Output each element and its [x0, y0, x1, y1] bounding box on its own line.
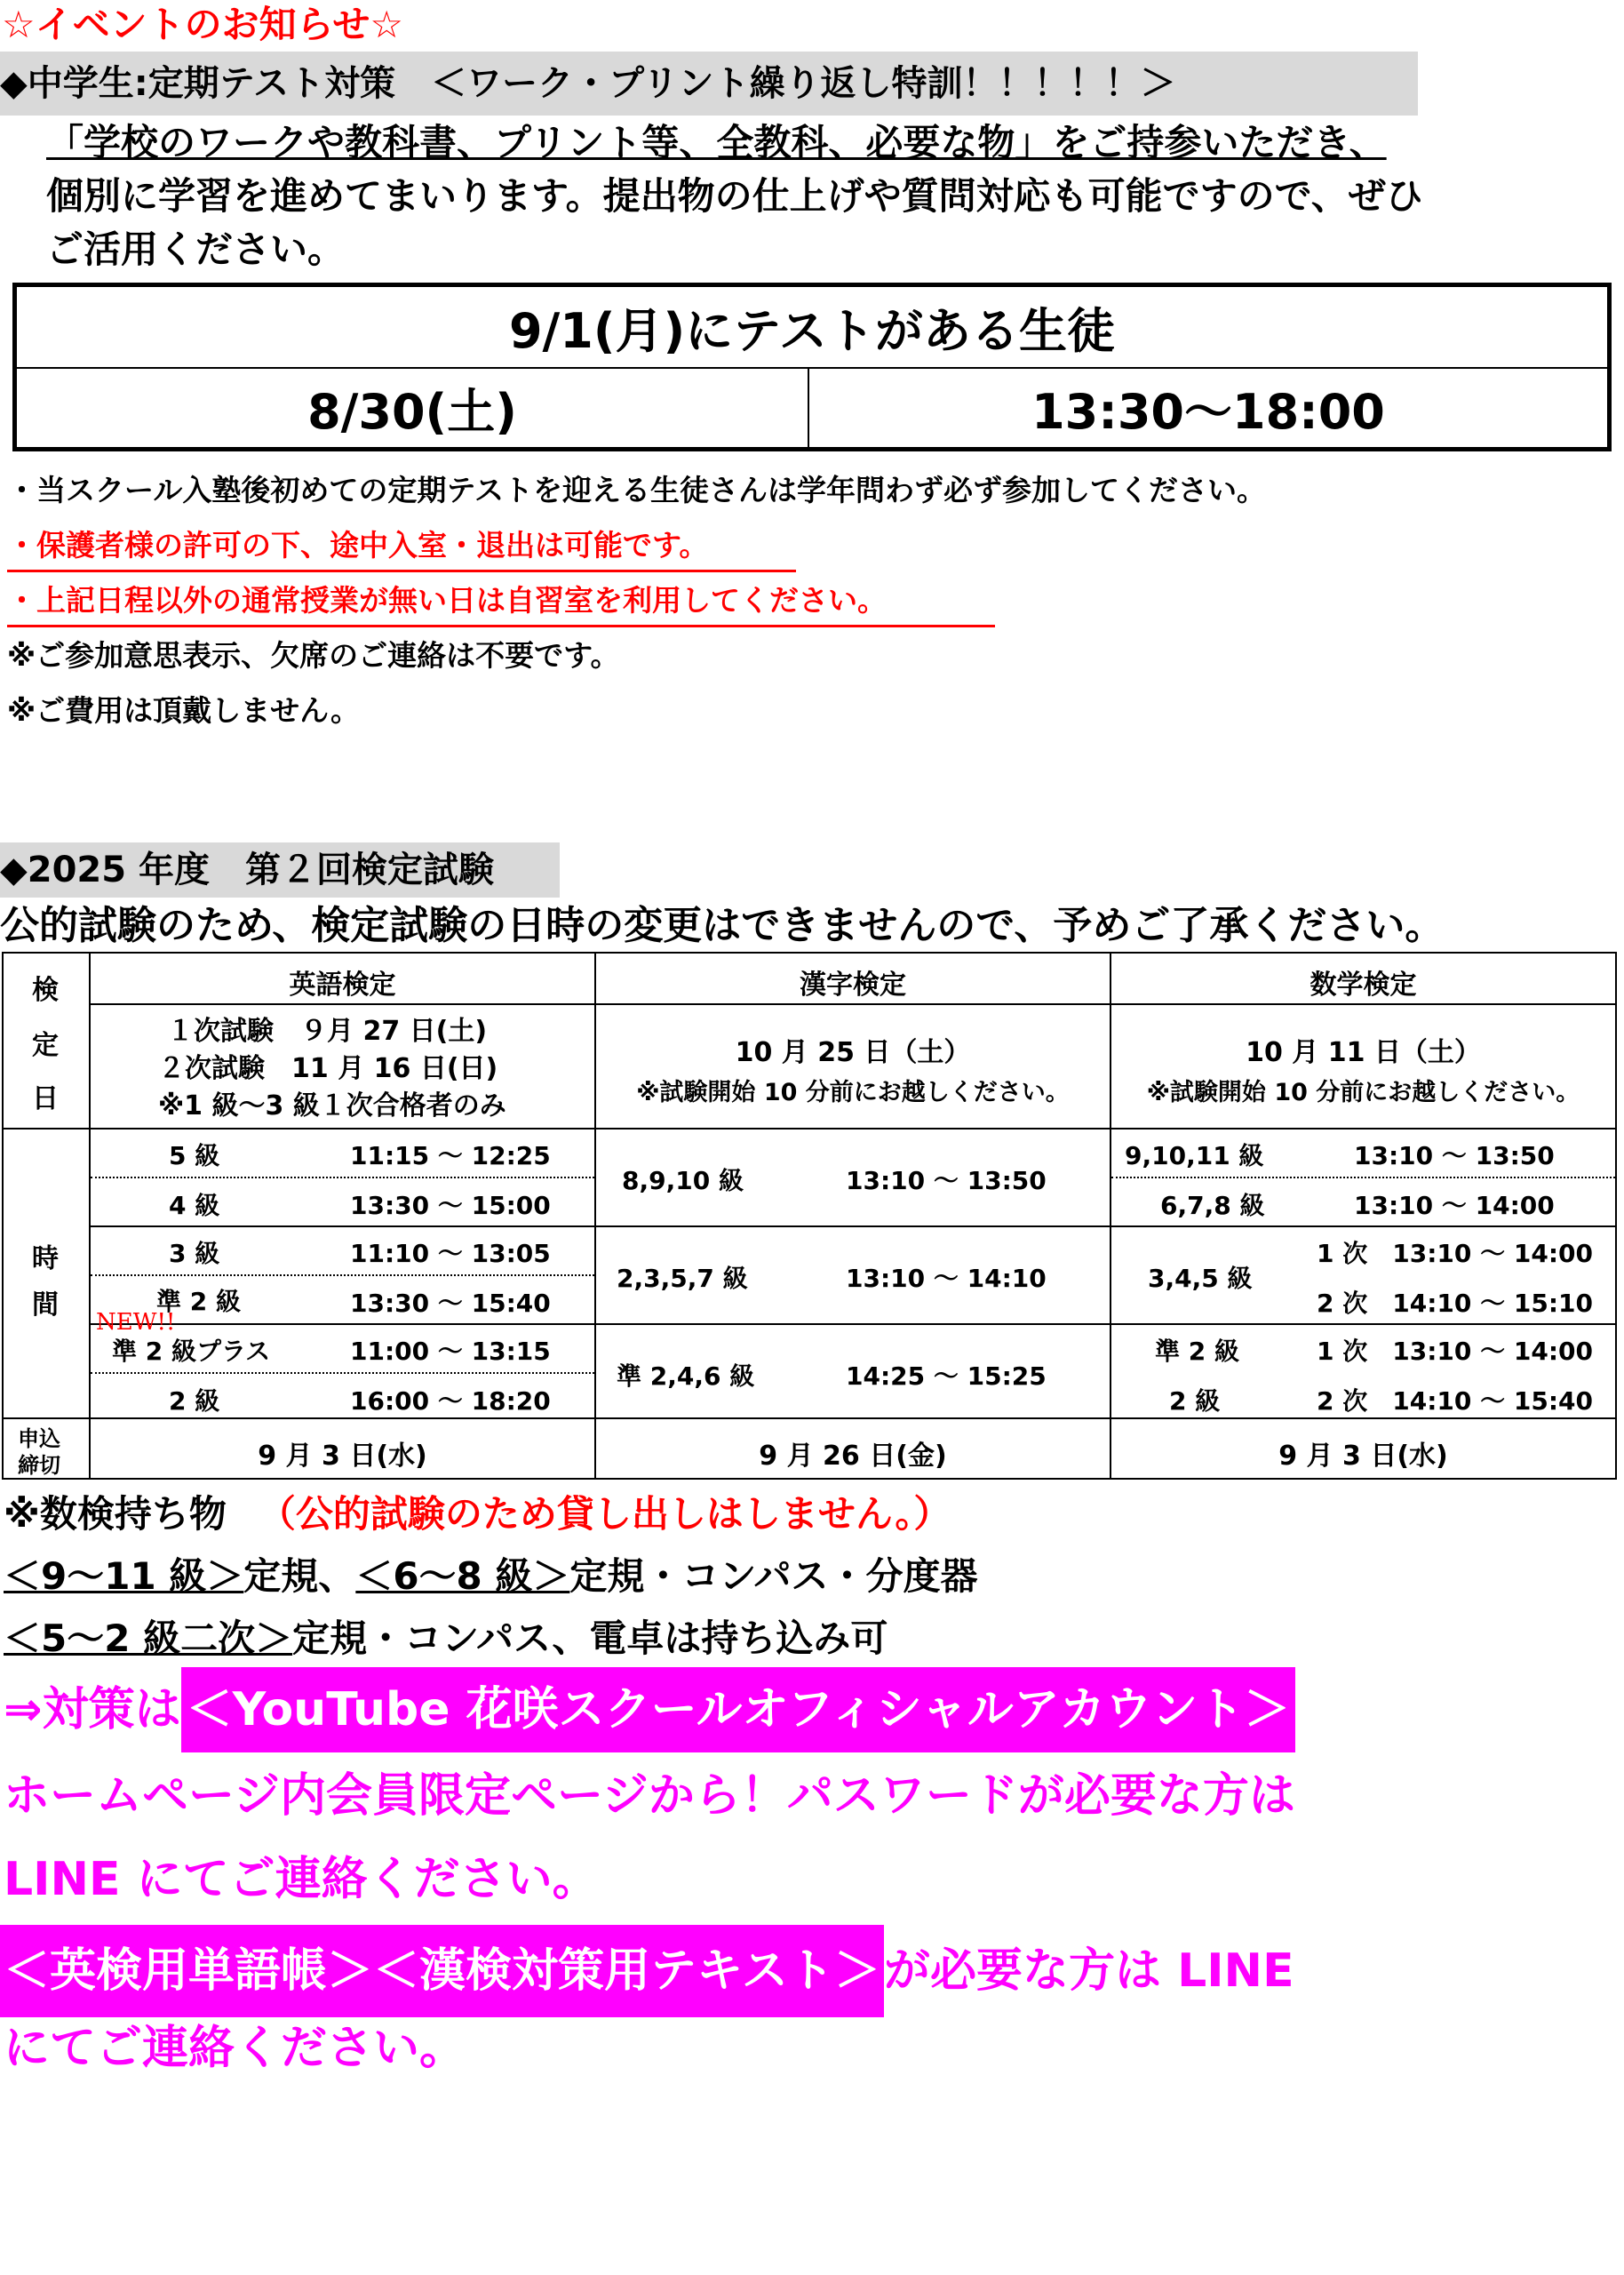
suken-time-row1: 13:10 〜 13:50 [1354, 1141, 1555, 1170]
kanken-grade-row3: 準 2,4,6 級 [617, 1361, 755, 1391]
eiken-grade-pre2plus: 準 2 級プラス [112, 1337, 271, 1366]
col-header-eiken: 英語検定 [289, 970, 396, 1001]
row-label-date-3: 日 [32, 1083, 59, 1114]
eiken-date-2: ２次試験 11 月 16 日(日) [158, 1053, 498, 1084]
note-3: ・上記日程以外の通常授業が無い日は自習室を利用してください。 [7, 578, 995, 627]
eiken-grade-5: 5 級 [169, 1141, 220, 1170]
kanken-grade-row2: 2,3,5,7 級 [617, 1264, 748, 1293]
suken-grade-row4b: 2 級 [1169, 1386, 1221, 1416]
eiken-grade-2: 2 級 [169, 1386, 220, 1416]
kanken-grade-row1: 8,9,10 級 [622, 1166, 744, 1195]
suken-items-title: ※数検持ち物 [4, 1492, 227, 1536]
kanken-time-row1: 13:10 〜 13:50 [846, 1166, 1047, 1195]
items-grade-6-8-desc: 定規・コンパス・分度器 [569, 1554, 978, 1598]
promo-line-3: LINE にてご連絡ください。 [4, 1853, 599, 1906]
eiken-time-3: 11:10 〜 13:05 [350, 1239, 551, 1268]
note-4: ※ご参加意思表示、欠席のご連絡は不要です。 [7, 638, 620, 673]
items-grade-5-2-desc: 定規・コンパス、電卓は持ち込み可 [292, 1616, 888, 1660]
test-box-header: 9/1(月)にテストがある生徒 [17, 287, 1607, 369]
event-title: ☆イベントのお知らせ☆ [2, 3, 404, 46]
suken-time-row4-2: 2 次 14:10 〜 15:40 [1317, 1386, 1593, 1416]
note-1: ・当スクール入塾後初めての定期テストを迎える生徒さんは学年問わず必ず参加してください。 [7, 473, 1267, 507]
deadline-eiken: 9 月 3 日(水) [258, 1441, 427, 1472]
suken-time-row3-2: 2 次 14:10 〜 15:10 [1317, 1289, 1593, 1318]
items-grade-5-2: ＜5〜2 級二次＞ [4, 1616, 293, 1660]
suken-grade-row3: 3,4,5 級 [1148, 1264, 1253, 1293]
intro-line-3: ご活用ください。 [46, 228, 346, 271]
eiken-grade-4: 4 級 [169, 1191, 220, 1220]
row-label-date-2: 定 [32, 1030, 59, 1061]
eiken-date-1: １次試験 ９月 27 日(土) [167, 1016, 488, 1047]
deadline-kanken: 9 月 26 日(金) [759, 1441, 947, 1472]
suken-time-row4-1: 1 次 13:10 〜 14:00 [1317, 1337, 1593, 1366]
col-header-suken: 数学検定 [1310, 970, 1417, 1001]
eiken-time-pre2: 13:30 〜 15:40 [350, 1289, 551, 1318]
col-header-kanken: 漢字検定 [800, 970, 906, 1001]
row-label-time-2: 間 [32, 1289, 59, 1321]
note-2: ・保護者様の許可の下、途中入室・退出は可能です。 [7, 523, 796, 572]
section1-heading: ◆中学生:定期テスト対策 ＜ワーク・プリント繰り返し特訓！！！！！＞ [0, 52, 1418, 116]
kanken-time-row3: 14:25 〜 15:25 [846, 1361, 1047, 1391]
items-grade-9-11: ＜9〜11 級＞ [4, 1554, 244, 1598]
test-schedule-box [12, 283, 1612, 451]
eiken-grade-3: 3 級 [169, 1239, 220, 1268]
intro-line-2: 個別に学習を進めてまいります。提出物の仕上げや質問対応も可能ですので、ぜひ [46, 174, 1423, 218]
suken-grade-row1: 9,10,11 級 [1125, 1141, 1264, 1170]
promo-youtube-highlight: ＜YouTube 花咲スクールオフィシャルアカウント＞ [181, 1667, 1296, 1752]
suken-time-row3-1: 1 次 13:10 〜 14:00 [1317, 1239, 1593, 1268]
deadline-suken: 9 月 3 日(水) [1278, 1441, 1448, 1472]
test-box-date: 8/30(土) [17, 369, 809, 447]
kanken-note: ※試験開始 10 分前にお越しください。 [636, 1079, 1070, 1106]
suken-time-row2: 13:10 〜 14:00 [1354, 1191, 1555, 1220]
promo-prefix: ⇒対策は [4, 1683, 181, 1736]
section2-subtitle: 公的試験のため、検定試験の日時の変更はできませんので、予めご了承ください。 [0, 903, 1445, 948]
row-label-deadline-2: 締切 [18, 1453, 60, 1478]
intro-line-1: 「学校のワークや教科書、プリント等、全教科、必要な物」をご持参いただき、 [46, 121, 1387, 164]
suken-date: 10 月 11 日（土） [1246, 1037, 1481, 1068]
promo-line-5: にてご連絡ください。 [4, 2022, 466, 2075]
promo-line-4-suffix: が必要な方は LINE [883, 1944, 1294, 1998]
items-grade-6-8: ＜6〜8 級＞ [355, 1554, 570, 1598]
test-box-time: 13:30〜18:00 [1031, 383, 1385, 440]
new-badge: NEW!! [96, 1309, 176, 1336]
promo-line-2: ホームページ内会員限定ページから！パスワードが必要な方は [4, 1769, 1295, 1823]
items-grade-9-11-desc: 定規、 [243, 1554, 356, 1598]
row-label-deadline-1: 申込 [18, 1426, 60, 1451]
kanken-date: 10 月 25 日（土） [735, 1037, 971, 1068]
eiken-date-3: ※1 級〜3 級１次合格者のみ [158, 1090, 506, 1122]
eiken-grade-pre2: 準 2 級 [156, 1287, 241, 1316]
suken-grade-row2: 6,7,8 級 [1160, 1191, 1265, 1220]
exam-table [2, 952, 1617, 1480]
kanken-time-row2: 13:10 〜 14:10 [846, 1264, 1047, 1293]
eiken-time-4: 13:30 〜 15:00 [350, 1191, 551, 1220]
note-5: ※ご費用は頂戴しません。 [7, 693, 361, 728]
suken-grade-row4a: 準 2 級 [1155, 1337, 1239, 1366]
row-label-date-1: 検 [32, 975, 59, 1006]
row-label-time-1: 時 [32, 1243, 59, 1274]
suken-note: ※試験開始 10 分前にお越しください。 [1146, 1079, 1580, 1106]
eiken-time-5: 11:15 〜 12:25 [350, 1141, 551, 1170]
promo-textbook-highlight: ＜英検用単語帳＞＜漢検対策用テキスト＞ [0, 1925, 884, 2017]
eiken-time-2: 16:00 〜 18:20 [350, 1386, 551, 1416]
section2-heading: ◆2025 年度 第２回検定試験 [0, 842, 560, 898]
suken-items-note: （公的試験のため貸し出しはしません。） [258, 1492, 951, 1536]
eiken-time-pre2plus: 11:00 〜 13:15 [350, 1337, 551, 1366]
